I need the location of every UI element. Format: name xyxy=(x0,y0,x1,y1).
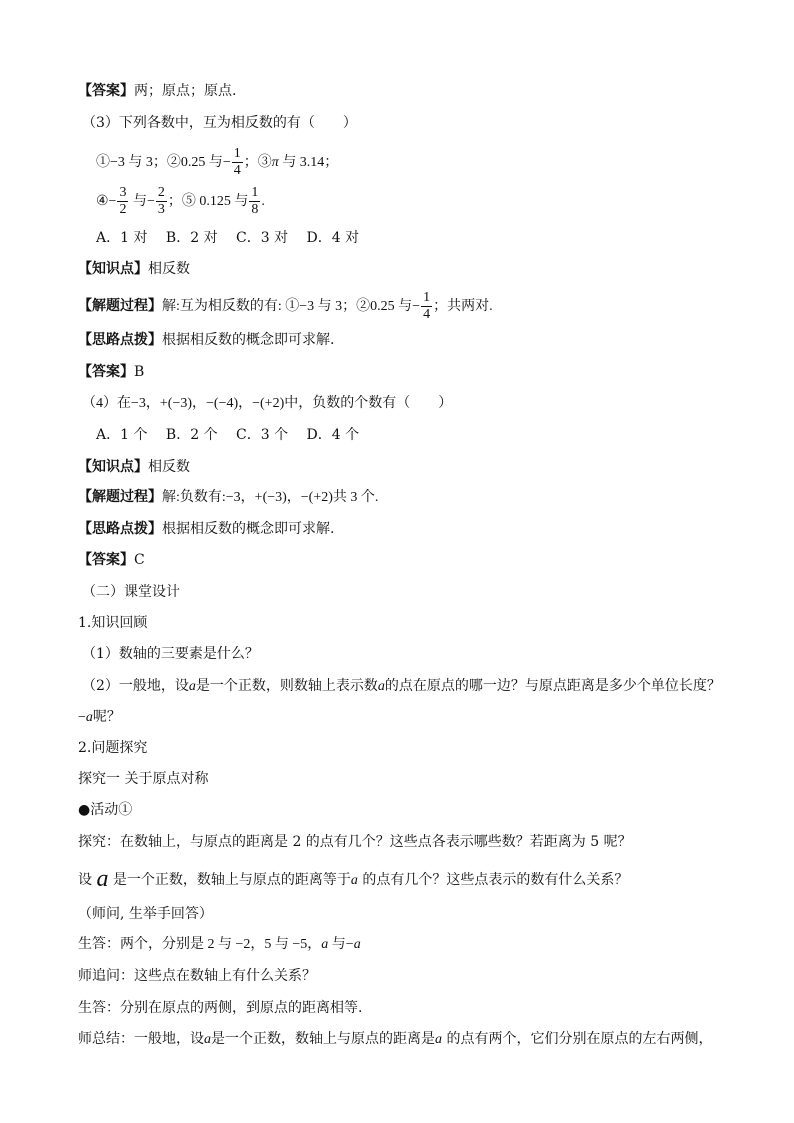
variable-a: a xyxy=(350,873,358,888)
answer-text: 两；原点；原点. xyxy=(134,83,237,99)
minus-sign: − xyxy=(78,710,86,725)
fraction-numerator: 2 xyxy=(157,185,165,201)
knowledge-text: 相反数 xyxy=(148,261,190,277)
fraction-denominator: 2 xyxy=(119,202,127,218)
variable-a: a xyxy=(377,679,385,694)
subsection-heading-text: 2.问题探究 xyxy=(78,740,148,756)
section-heading-text: （二）课堂设计 xyxy=(82,584,180,600)
solution-text: 解:负数有:−3，+(−3)，−(+2)共 3 个. xyxy=(162,490,379,505)
review-question-text: 是一个正数，则数轴上表示数 xyxy=(195,678,378,694)
question-3 xyxy=(82,113,357,133)
knowledge-tag: 【知识点】 xyxy=(78,459,148,475)
question-4-text: （4）在−3，+(−3)，−(−4)，−(+2)中，负数的个数有（ ） xyxy=(82,396,453,411)
question-4-choices xyxy=(96,425,359,445)
hint-text: 根据相反数的概念即可求解. xyxy=(162,521,335,537)
answer-tag: 【答案】 xyxy=(78,364,134,380)
hint-tag: 【思路点拨】 xyxy=(78,332,162,348)
choices-text: A．1 个 B．2 个 C．3 个 D．4 个 xyxy=(96,427,360,443)
knowledge-text: 相反数 xyxy=(148,459,190,475)
fraction-numerator: 1 xyxy=(251,185,259,201)
subsection-heading xyxy=(78,738,147,758)
answer-line xyxy=(78,81,236,101)
teacher-summary-text: 是一个正数，数轴上与原点的距离是 xyxy=(211,1031,435,1047)
variable-a: a xyxy=(321,937,329,952)
subsection-heading-text: 1.知识回顾 xyxy=(78,615,148,631)
question-3-text: （3）下列各数中，互为相反数的有（ ） xyxy=(82,115,357,131)
answer-tag: 【答案】 xyxy=(78,552,134,568)
hint-text: 根据相反数的概念即可求解. xyxy=(162,332,335,348)
fraction xyxy=(156,185,167,218)
fraction-denominator: 3 xyxy=(157,202,165,218)
teacher-followup-text: 师追问：这些点在数轴上有什么关系？ xyxy=(78,968,316,984)
fraction xyxy=(249,185,260,218)
answer-text: B xyxy=(134,364,145,380)
option-text: ①−3 与 3；②0.25 与− xyxy=(96,155,231,170)
fraction-numerator: 1 xyxy=(233,146,241,162)
hint-tag: 【思路点拨】 xyxy=(78,521,162,537)
question-3-options-row1 xyxy=(96,146,338,180)
solution-text: ；共两对. xyxy=(433,299,493,314)
solution-process xyxy=(78,488,378,508)
student-answer-text: 生答：分别在原点的两侧，到原点的距离相等. xyxy=(78,1000,363,1016)
option-text: ；③ xyxy=(243,155,272,170)
solution-text: 解:互为相反数的有: ①−3 与 3；②0.25 与− xyxy=(162,299,421,314)
thinking-hint xyxy=(78,519,334,539)
fraction-numerator: 1 xyxy=(423,290,431,306)
exploration-question xyxy=(78,866,628,892)
knowledge-tag: 【知识点】 xyxy=(78,261,148,277)
teacher-note-text: （师问, 生举手回答） xyxy=(78,906,213,922)
review-question-2-cont xyxy=(78,707,121,728)
fraction xyxy=(421,290,432,323)
option-text: ④− xyxy=(96,194,117,209)
student-answer xyxy=(78,998,362,1018)
review-question-text: 呢？ xyxy=(92,709,121,725)
review-question-text: （2）一般地，设 xyxy=(82,678,189,694)
fraction-denominator: 4 xyxy=(423,307,431,323)
solution-tag: 【解题过程】 xyxy=(78,299,162,314)
exploration-question-text: 的点有几个？这些点表示的数有什么关系？ xyxy=(357,872,629,888)
option-text: . xyxy=(261,194,265,209)
variable-a: a xyxy=(188,679,196,694)
student-answer-text: 与− xyxy=(328,937,354,952)
review-question-text: （1）数轴的三要素是什么？ xyxy=(82,646,259,662)
activity-label-text: ●活动① xyxy=(78,802,133,818)
exploration-heading-text: 探究一 关于原点对称 xyxy=(78,771,209,787)
fraction xyxy=(117,185,128,218)
student-answer-text: 生答：两个，分别是 2 与 −2，5 与 −5， xyxy=(78,937,322,952)
fraction xyxy=(232,146,243,179)
exploration-text xyxy=(78,832,632,852)
section-heading xyxy=(82,582,180,602)
exploration-question-text: 是一个正数，数轴上与原点的距离等于 xyxy=(108,872,351,888)
knowledge-point xyxy=(78,457,190,477)
activity-label xyxy=(78,800,132,820)
question-3-choices xyxy=(96,228,359,248)
solution-tag: 【解题过程】 xyxy=(78,490,162,505)
exploration-question-text: 设 xyxy=(78,872,97,888)
review-question-text: 的点在原点的哪一边？与原点距离是多少个单位长度？ xyxy=(384,678,721,694)
student-answer xyxy=(78,935,361,955)
variable-a: a xyxy=(204,1032,211,1047)
variable-a: a xyxy=(85,710,93,725)
option-text: 与 3.14； xyxy=(278,155,339,170)
variable-a: a xyxy=(435,1032,442,1047)
teacher-summary-text: 师总结：一般地，设 xyxy=(78,1031,204,1047)
answer-tag: 【答案】 xyxy=(78,83,134,99)
review-question-2 xyxy=(82,676,721,697)
fraction-denominator: 8 xyxy=(251,202,259,218)
question-4 xyxy=(82,394,452,414)
subsection-heading xyxy=(78,613,147,633)
fraction-numerator: 3 xyxy=(119,185,127,201)
teacher-followup xyxy=(78,966,316,986)
exploration-heading xyxy=(78,769,208,789)
question-3-options-row2 xyxy=(96,185,265,219)
option-text: ；⑤ 0.125 与 xyxy=(167,194,249,209)
knowledge-point xyxy=(78,259,190,279)
answer-line xyxy=(78,550,145,570)
teacher-summary-text: 的点有两个，它们分别在原点的左右两侧， xyxy=(442,1031,713,1047)
solution-process xyxy=(78,290,493,324)
review-question-1 xyxy=(82,644,259,664)
answer-line xyxy=(78,362,144,382)
answer-text: C xyxy=(134,552,145,568)
option-text: 与− xyxy=(129,194,155,209)
choices-text: A．1 对 B．2 对 C．3 对 D．4 对 xyxy=(96,230,360,246)
thinking-hint xyxy=(78,330,334,350)
variable-a-large: a xyxy=(96,866,109,892)
exploration-text-content: 探究：在数轴上，与原点的距离是 2 的点有几个？这些点各表示哪些数？若距离为 5 呢？ xyxy=(78,834,632,850)
teacher-summary xyxy=(78,1029,712,1050)
fraction-denominator: 4 xyxy=(233,163,241,179)
teacher-note xyxy=(78,904,213,924)
variable-a: a xyxy=(353,937,361,952)
pi-symbol: π xyxy=(271,155,279,170)
